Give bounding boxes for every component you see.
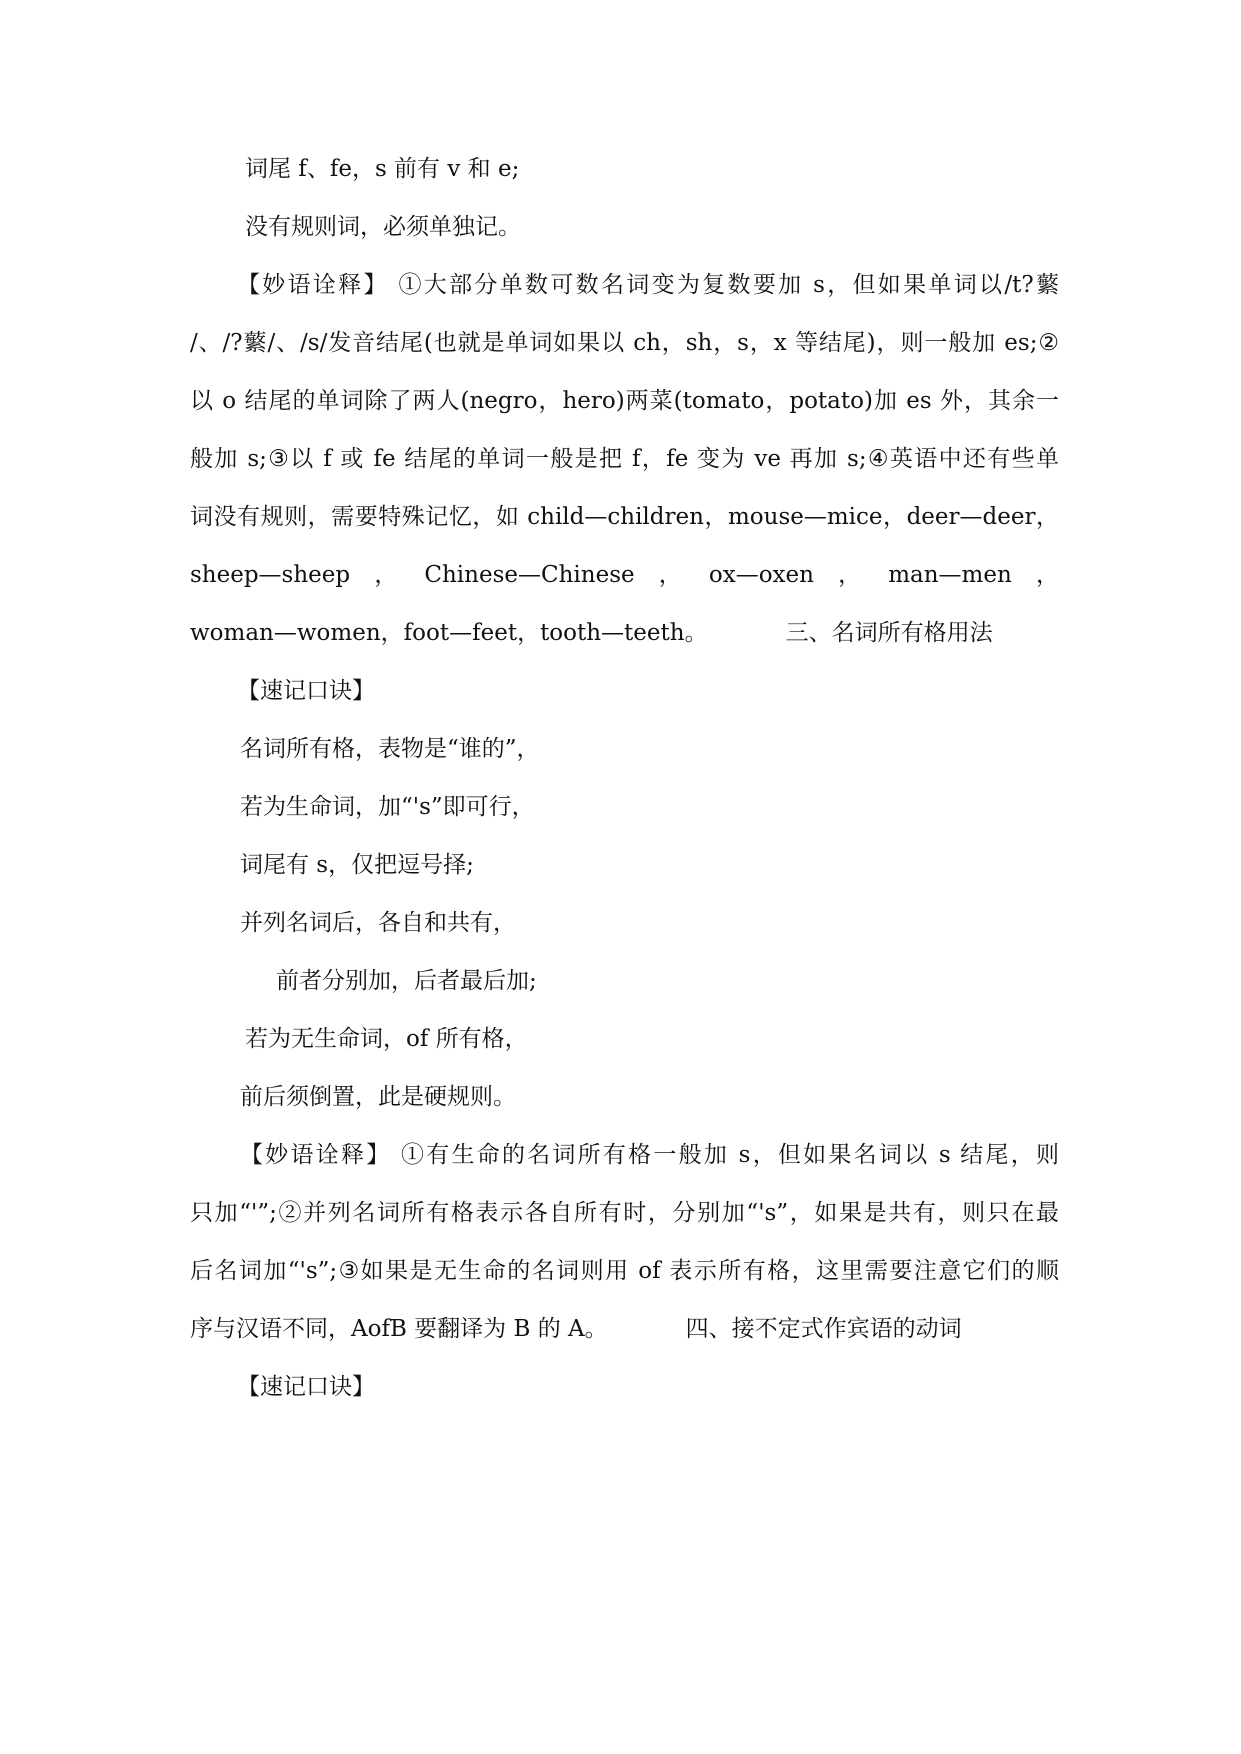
explanation-paragraph-line: 词没有规则，需要特殊记忆，如 child—children，mouse—mice，deer—deer， [190,504,1059,530]
mnemonic-line: 名词所有格，表物是“谁的”， [240,736,540,762]
explanation-paragraph-line: 般加 s;③以 f 或 fe 结尾的单词一般是把 f，fe 变为 ve 再加 s;④英语中还有些单 [190,446,1059,472]
explanation-paragraph-line [190,1314,962,1344]
mnemonic-line: 若为无生命词，of 所有格， [245,1026,528,1052]
mnemonic-line: 词尾有 s，仅把逗号择; [240,852,474,878]
mnemonic-line: 没有规则词，必须单独记。 [245,214,521,240]
explanation-paragraph-line: 只加“'”;②并列名词所有格表示各自所有时，分别加“'s”，如果是共有，则只在最 [190,1200,1059,1226]
explanation-paragraph-line: 以 o 结尾的单词除了两人(negro，hero)两菜(tomato，potato)加 es 外，其余一 [190,388,1059,414]
mnemonic-line: 词尾 f、fe，s 前有 v 和 e; [245,156,520,182]
mnemonic-line: 前后须倒置，此是硬规则。 [240,1084,516,1110]
mnemonic-heading: 【速记口诀】 [237,1374,375,1400]
explanation-last-line: woman—women，foot—feet，tooth—teeth。 [190,620,708,646]
mnemonic-line: 若为生命词，加“'s”即可行， [240,794,535,820]
mnemonic-line: 并列名词后，各自和共有， [240,910,516,936]
explanation-paragraph-line: 【妙语诠释】 ①有生命的名词所有格一般加 s，但如果名词以 s 结尾，则 [240,1142,1059,1168]
explanation-paragraph-line [190,618,993,648]
mnemonic-heading: 【速记口诀】 [237,678,375,704]
mnemonic-line: 前者分别加，后者最后加; [276,968,537,994]
section-heading: 四、接不定式作宾语的动词 [685,1316,962,1342]
explanation-paragraph-line: sheep—sheep ， Chinese—Chinese ， ox—oxen ， man—men ， [190,562,1059,588]
section-heading: 三、名词所有格用法 [785,620,993,646]
explanation-paragraph-line: 【妙语诠释】 ①大部分单数可数名词变为复数要加 s，但如果单词以/t?蘩 [237,272,1059,298]
explanation-paragraph-line: /、/?蘩/、/s/发音结尾(也就是单词如果以 ch，sh，s，x 等结尾)，则一般加 es;② [190,330,1059,356]
explanation-paragraph-line: 后名词加“'s”;③如果是无生命的名词则用 of 表示所有格，这里需要注意它们的顺 [190,1258,1059,1284]
explanation-last-line: 序与汉语不同，AofB 要翻译为 B 的 A。 [190,1316,608,1342]
